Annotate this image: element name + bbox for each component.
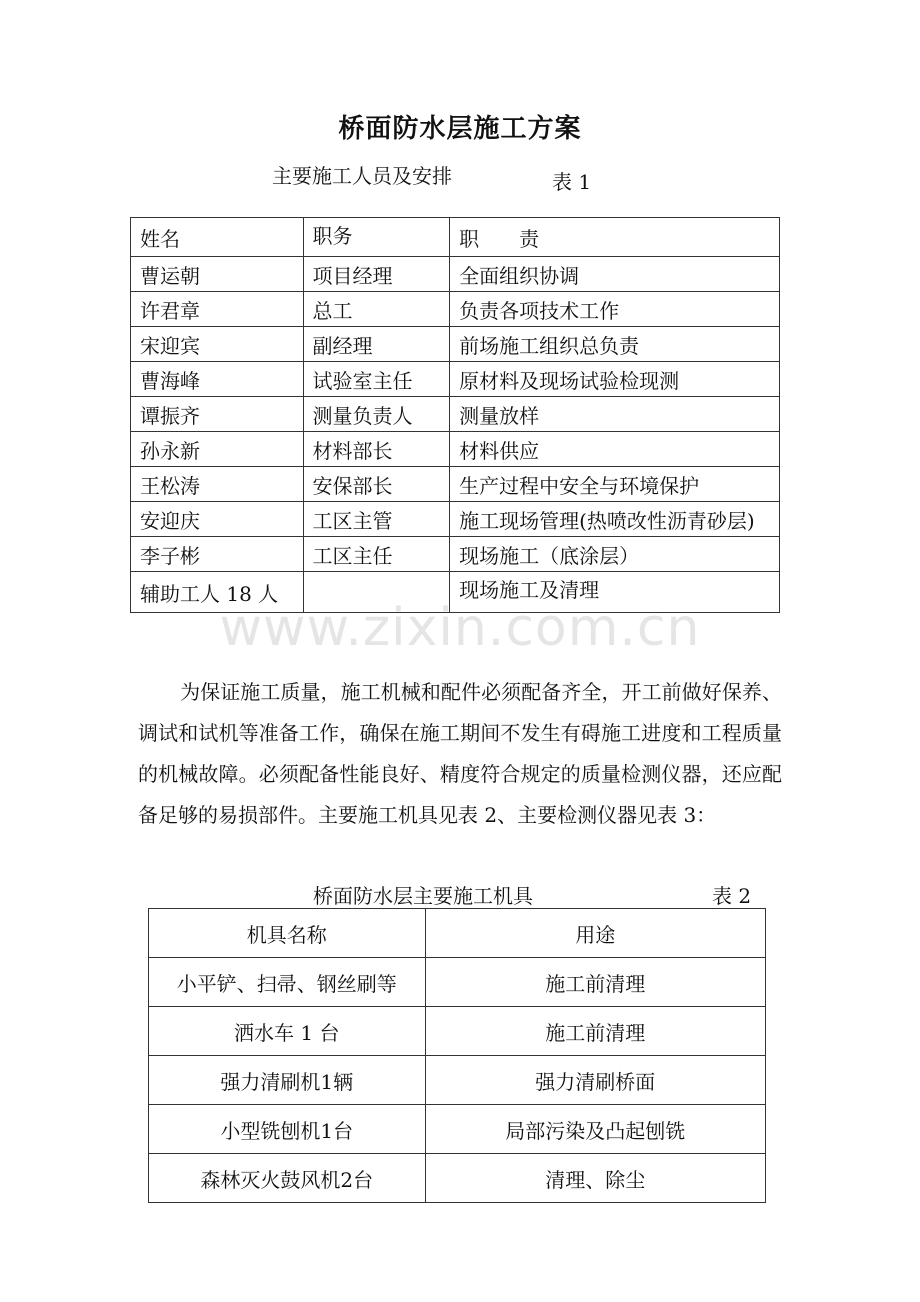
table-cell: 强力清刷机1辆 [149,1056,426,1105]
table-cell: 森林灭火鼓风机2台 [149,1154,426,1203]
table-cell: 材料部长 [303,432,450,467]
table-cell: 李子彬 [131,537,304,572]
body-paragraph [138,672,782,836]
table-row [131,327,780,362]
table-header-row [149,909,766,958]
table-cell: 小型铣刨机1台 [149,1105,426,1154]
header-cell: 职务 [303,218,450,257]
table-cell: 安保部长 [303,467,450,502]
table-cell: 辅助工人 18 人 [131,572,304,613]
table-cell: 项目经理 [303,257,450,292]
table-cell: 许君章 [131,292,304,327]
header-cell: 机具名称 [149,909,426,958]
table-cell: 强力清刷桥面 [425,1056,765,1105]
table-cell [303,572,450,613]
table-row [131,432,780,467]
table-cell: 材料供应 [450,432,780,467]
table-cell: 清理、除尘 [425,1154,765,1203]
table-row [149,1105,766,1154]
table-cell: 生产过程中安全与环境保护 [450,467,780,502]
table-cell: 施工现场管理(热喷改性沥青砂层) [450,502,780,537]
table-cell: 原材料及现场试验检现测 [450,362,780,397]
table-cell: 负责各项技术工作 [450,292,780,327]
table-cell: 试验室主任 [303,362,450,397]
table-cell: 孙永新 [131,432,304,467]
table-cell: 小平铲、扫帚、钢丝刷等 [149,958,426,1007]
header-cell: 姓名 [131,218,304,257]
table-cell: 副经理 [303,327,450,362]
table-row [131,257,780,292]
table2-caption: 桥面防水层主要施工机具 [313,884,533,908]
paragraph-text: 为保证施工质量，施工机械和配件必须配备齐全，开工前做好保养、调试和试机等准备工作，确保在施工期间不发生有碍施工进度和工程质量的机械故障。必须配备性能良好、精度符合规定的质量检测仪器，还应配备足够的易损部件。主要施工机具见表 2、主要检测仪器见表 3： [138,680,782,827]
table-row [149,1007,766,1056]
header-cell: 职 责 [450,218,780,257]
table-cell: 测量放样 [450,397,780,432]
table-cell: 安迎庆 [131,502,304,537]
table-row [131,467,780,502]
page-title: 桥面防水层施工方案 [338,114,582,144]
table1-caption: 主要施工人员及安排 [272,164,452,188]
table-row [131,397,780,432]
table-cell: 谭振齐 [131,397,304,432]
table-cell: 全面组织协调 [450,257,780,292]
table-cell: 王松涛 [131,467,304,502]
watermark: www.zixin.com.cn [219,598,701,658]
table-cell: 现场施工（底涂层） [450,537,780,572]
machinery-table [148,908,766,1203]
table-cell: 洒水车 1 台 [149,1007,426,1056]
table-row [149,958,766,1007]
table-cell: 测量负责人 [303,397,450,432]
table1-tag: 表 1 [552,170,592,194]
table-cell: 工区主任 [303,537,450,572]
table-cell: 施工前清理 [425,1007,765,1056]
table-cell: 总工 [303,292,450,327]
table-row [149,1056,766,1105]
table2-tag: 表 2 [712,884,752,908]
table-cell: 宋迎宾 [131,327,304,362]
staff-table [130,217,780,613]
table-row [149,1154,766,1203]
header-cell: 用途 [425,909,765,958]
table-cell: 前场施工组织总负责 [450,327,780,362]
table-cell: 施工前清理 [425,958,765,1007]
table-row [131,572,780,613]
table-cell: 曹海峰 [131,362,304,397]
table-header-row [131,218,780,257]
table-row [131,502,780,537]
table-row [131,362,780,397]
table-cell: 工区主管 [303,502,450,537]
table-row [131,537,780,572]
table-row [131,292,780,327]
table-cell: 局部污染及凸起刨铣 [425,1105,765,1154]
table-cell: 曹运朝 [131,257,304,292]
table-cell: 现场施工及清理 [450,572,780,613]
